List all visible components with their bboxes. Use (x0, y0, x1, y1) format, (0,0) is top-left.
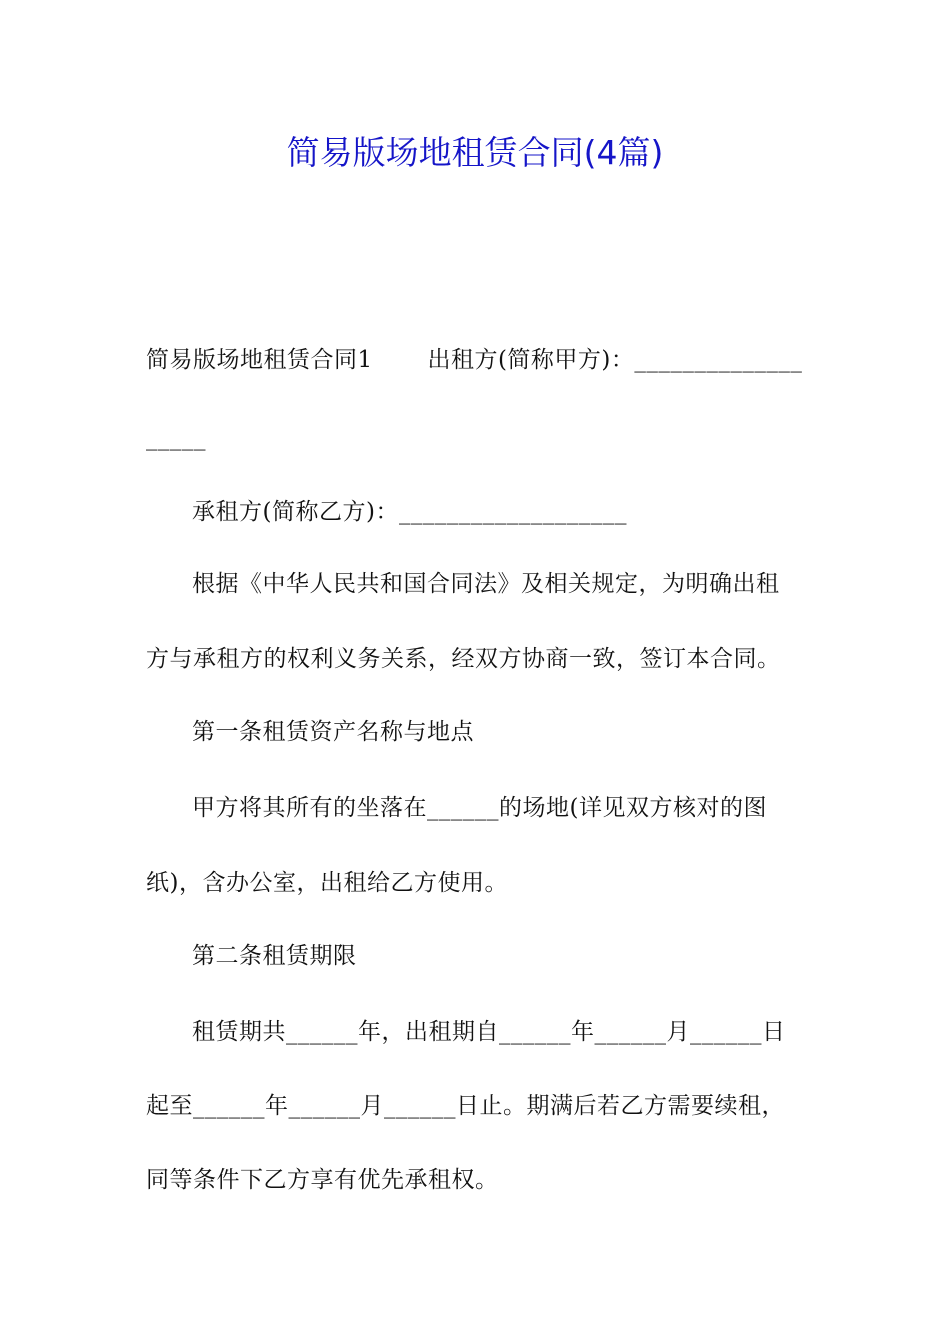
article-2-text-line-2: 起至______年______月______日止。期满后若乙方需要续租， (146, 1093, 785, 1119)
article-2-text-line-3: 同等条件下乙方享有优先承租权。 (146, 1167, 499, 1193)
article-2-heading: 第二条租赁期限 (192, 943, 357, 969)
lessee-line: 承租方(简称乙方)：___________________ (192, 499, 627, 525)
lessor-blank-continuation: _____ (146, 425, 206, 451)
document-title: 简易版场地租赁合同(4篇) (286, 133, 664, 172)
article-1-heading: 第一条租赁资产名称与地点 (192, 719, 474, 745)
article-2-text-line-1: 租赁期共______年，出租期自______年______月______日 (192, 1019, 786, 1045)
article-1-text-line-2: 纸)，含办公室，出租给乙方使用。 (146, 870, 508, 896)
preamble-line-1: 根据《中华人民共和国合同法》及相关规定，为明确出租 (192, 571, 780, 597)
contract-heading-lessor-line: 简易版场地租赁合同1 出租方(简称甲方)：______________ (146, 347, 803, 373)
preamble-line-2: 方与承租方的权利义务关系，经双方协商一致，签订本合同。 (146, 646, 781, 672)
article-1-text-line-1: 甲方将其所有的坐落在______的场地(详见双方核对的图 (192, 795, 767, 821)
